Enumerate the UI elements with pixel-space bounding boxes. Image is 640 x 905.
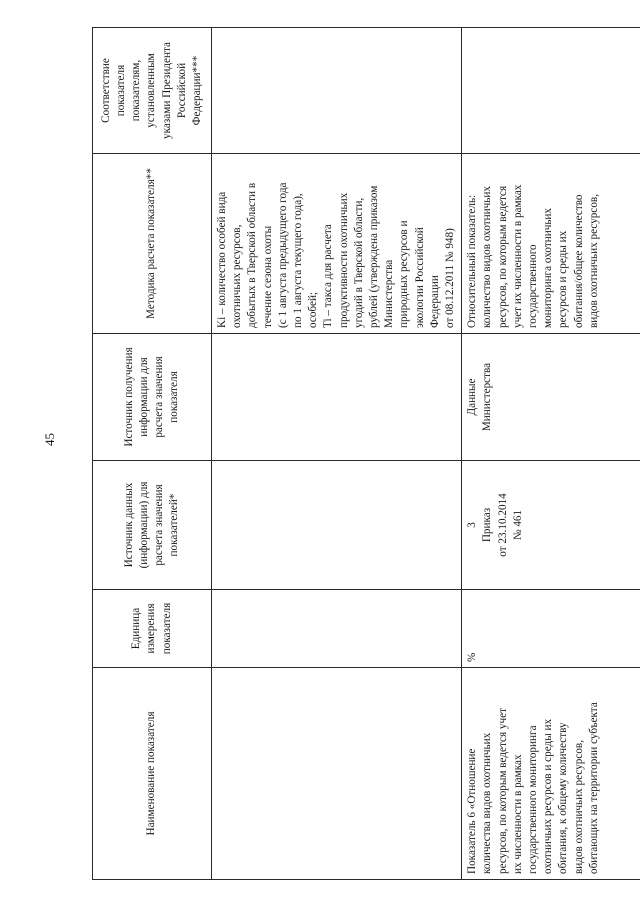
indicator-line: обитания, к общему количеству — [557, 722, 570, 874]
header-indicator-name: Наименование показателя — [93, 668, 212, 880]
data-source-line: от 23.10.2014 — [496, 493, 509, 557]
method-line: Ti – такса для расчета — [322, 224, 335, 328]
cell-compliance — [212, 28, 462, 154]
method-line: природных ресурсов и — [398, 220, 411, 328]
method-line: экологии Российской — [413, 227, 426, 328]
method-line: (с 1 августа предыдущего года — [276, 182, 289, 328]
table-row — [212, 28, 462, 880]
data-source-line: 3 — [466, 522, 479, 528]
cell-unit — [212, 590, 462, 668]
cell-compliance — [462, 28, 640, 154]
cell-calculation-method — [462, 154, 640, 334]
method-line: угодий в Тверской области, — [352, 197, 365, 328]
cell-unit: % — [462, 590, 640, 668]
info-source-line: Министерства — [481, 362, 494, 432]
table-row — [462, 28, 640, 880]
data-source-line: Приказ — [481, 507, 494, 543]
method-line: по 1 августа текущего года), — [292, 193, 305, 328]
method-line: количество видов охотничьих — [481, 186, 494, 328]
page-number: 45 — [42, 433, 57, 446]
cell-indicator — [212, 668, 462, 880]
info-source-line: Данные — [466, 378, 479, 416]
method-line: Относительный показатель: — [466, 194, 479, 328]
cell-data-source — [462, 461, 640, 590]
indicator-line: ресурсов, по которым ведется учет — [496, 708, 509, 874]
method-line: рублей (утверждена приказом — [368, 185, 381, 328]
method-line: охотничьих ресурсов, — [231, 224, 244, 328]
indicator-line: охотничьих ресурсов и среды их — [542, 718, 555, 874]
method-line: особей; — [307, 291, 320, 328]
indicator-line: государственного мониторинга — [527, 725, 540, 874]
method-line: ресурсов и среды их — [557, 230, 570, 328]
header-info-source: Источник получения информации для расчета значения показателя — [93, 334, 212, 461]
rotated-table-container — [92, 28, 632, 880]
header-calculation-method: Методика расчета показателя** — [93, 154, 212, 334]
table-header-row — [93, 28, 212, 880]
header-presidential-compliance: Соответствие показателя показателям, установленным указами Президента Российской Федерации*** — [93, 28, 212, 154]
method-line: обитания/общее количество — [572, 194, 585, 328]
method-line: от 08.12.2011 № 948) — [444, 228, 457, 328]
cell-info-source — [462, 334, 640, 461]
header-unit: Единица измерения показателя — [93, 590, 212, 668]
method-line: Ki – количество особей вида — [216, 191, 228, 328]
method-line: течение сезона охоты — [261, 225, 274, 328]
method-line: ресурсов, по которым ведется — [496, 185, 509, 328]
method-line: мониторинга охотничьих — [542, 207, 555, 328]
cell-data-source — [212, 461, 462, 590]
indicator-line: Показатель 6 «Отношение — [466, 748, 479, 874]
indicator-line: видов охотничьих ресурсов, — [572, 739, 585, 874]
indicator-line: их численности в рамках — [511, 754, 524, 874]
cell-indicator — [462, 668, 640, 880]
indicator-line: количества видов охотничьих — [481, 732, 494, 874]
method-line: Федерации — [428, 275, 441, 328]
method-line: учет их численности в рамках — [511, 184, 524, 328]
header-data-source: Источник данных (информации) для расчета значения показателей* — [93, 461, 212, 590]
method-line: государственного — [527, 244, 540, 328]
cell-calculation-method — [212, 154, 462, 334]
indicators-table — [92, 27, 640, 880]
method-line: добытых в Тверской области в — [246, 182, 259, 328]
data-source-line: № 461 — [511, 509, 524, 541]
method-line: видов охотничьих ресурсов, — [587, 193, 600, 328]
indicator-line: обитающих на территории субъекта — [587, 702, 600, 874]
method-line: Министерства — [383, 259, 396, 328]
cell-info-source — [212, 334, 462, 461]
method-line: продуктивности охотничьих — [337, 192, 350, 328]
